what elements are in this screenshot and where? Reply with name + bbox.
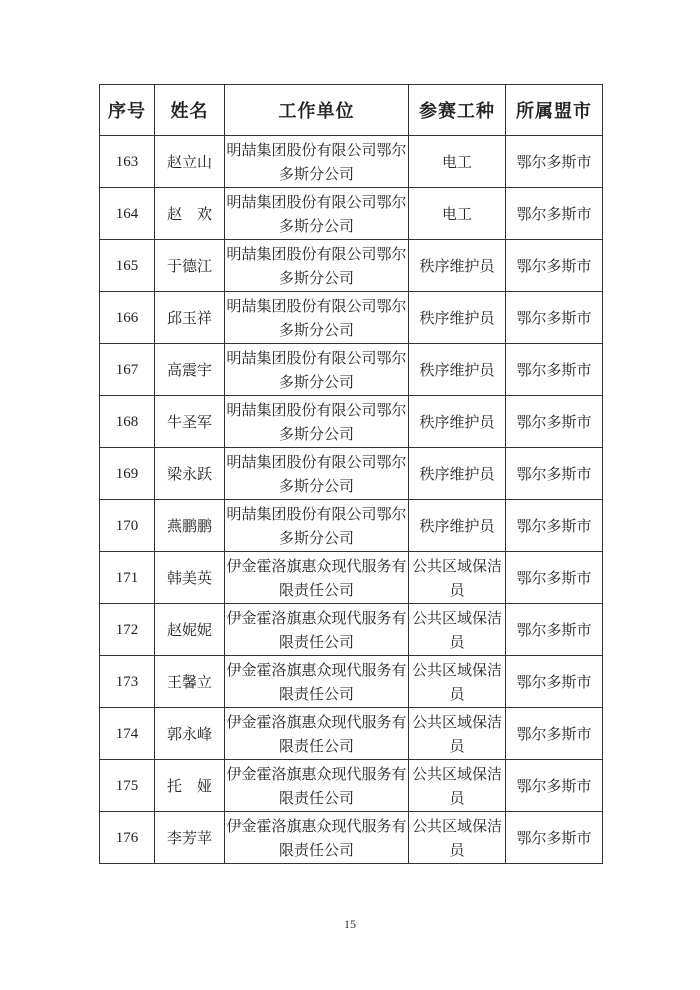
cell-name: 王馨立: [155, 656, 225, 708]
cell-serial-number: 167: [100, 344, 155, 396]
table-body: [100, 136, 603, 864]
table-row: [100, 604, 603, 656]
header-serial-number: 序号: [100, 85, 155, 136]
cell-serial-number: 173: [100, 656, 155, 708]
cell-serial-number: 163: [100, 136, 155, 188]
cell-work-unit: 明喆集团股份有限公司鄂尔多斯分公司: [225, 240, 409, 292]
cell-work-unit: 伊金霍洛旗惠众现代服务有限责任公司: [225, 552, 409, 604]
cell-work-unit: 明喆集团股份有限公司鄂尔多斯分公司: [225, 136, 409, 188]
cell-trade: 公共区域保洁员: [409, 760, 506, 812]
table-row: [100, 552, 603, 604]
cell-trade: 电工: [409, 188, 506, 240]
cell-name: 燕鹏鹏: [155, 500, 225, 552]
cell-trade: 秩序维护员: [409, 240, 506, 292]
cell-work-unit: 伊金霍洛旗惠众现代服务有限责任公司: [225, 604, 409, 656]
cell-name: 赵 欢: [155, 188, 225, 240]
table-row: [100, 292, 603, 344]
cell-work-unit: 明喆集团股份有限公司鄂尔多斯分公司: [225, 396, 409, 448]
cell-serial-number: 164: [100, 188, 155, 240]
cell-trade: 公共区域保洁员: [409, 812, 506, 864]
cell-city: 鄂尔多斯市: [506, 188, 603, 240]
cell-name: 郭永峰: [155, 708, 225, 760]
cell-name: 托 娅: [155, 760, 225, 812]
cell-name: 梁永跃: [155, 448, 225, 500]
cell-name: 于德江: [155, 240, 225, 292]
header-work-unit: 工作单位: [225, 85, 409, 136]
cell-city: 鄂尔多斯市: [506, 292, 603, 344]
cell-serial-number: 171: [100, 552, 155, 604]
table-row: [100, 760, 603, 812]
table-row: [100, 136, 603, 188]
cell-name: 韩美英: [155, 552, 225, 604]
cell-trade: 秩序维护员: [409, 344, 506, 396]
cell-name: 李芳苹: [155, 812, 225, 864]
cell-name: 高震宇: [155, 344, 225, 396]
table-row: [100, 240, 603, 292]
cell-city: 鄂尔多斯市: [506, 448, 603, 500]
cell-serial-number: 176: [100, 812, 155, 864]
cell-city: 鄂尔多斯市: [506, 604, 603, 656]
cell-serial-number: 169: [100, 448, 155, 500]
table-header-row: [100, 85, 603, 136]
header-city: 所属盟市: [506, 85, 603, 136]
cell-city: 鄂尔多斯市: [506, 656, 603, 708]
cell-serial-number: 172: [100, 604, 155, 656]
cell-name: 邱玉祥: [155, 292, 225, 344]
cell-name: 赵立山: [155, 136, 225, 188]
cell-city: 鄂尔多斯市: [506, 344, 603, 396]
cell-work-unit: 明喆集团股份有限公司鄂尔多斯分公司: [225, 344, 409, 396]
cell-name: 赵妮妮: [155, 604, 225, 656]
cell-serial-number: 166: [100, 292, 155, 344]
cell-trade: 秩序维护员: [409, 500, 506, 552]
cell-work-unit: 伊金霍洛旗惠众现代服务有限责任公司: [225, 656, 409, 708]
cell-trade: 公共区域保洁员: [409, 656, 506, 708]
cell-name: 牛圣军: [155, 396, 225, 448]
table-row: [100, 656, 603, 708]
table-row: [100, 812, 603, 864]
cell-serial-number: 168: [100, 396, 155, 448]
table-row: [100, 448, 603, 500]
cell-city: 鄂尔多斯市: [506, 500, 603, 552]
cell-city: 鄂尔多斯市: [506, 708, 603, 760]
participant-table: [99, 84, 603, 864]
cell-work-unit: 明喆集团股份有限公司鄂尔多斯分公司: [225, 500, 409, 552]
table-row: [100, 396, 603, 448]
cell-trade: 秩序维护员: [409, 292, 506, 344]
cell-trade: 公共区域保洁员: [409, 552, 506, 604]
cell-work-unit: 明喆集团股份有限公司鄂尔多斯分公司: [225, 188, 409, 240]
cell-city: 鄂尔多斯市: [506, 760, 603, 812]
cell-serial-number: 165: [100, 240, 155, 292]
cell-serial-number: 174: [100, 708, 155, 760]
cell-trade: 秩序维护员: [409, 396, 506, 448]
cell-trade: 公共区域保洁员: [409, 708, 506, 760]
cell-trade: 公共区域保洁员: [409, 604, 506, 656]
table-row: [100, 708, 603, 760]
header-name: 姓名: [155, 85, 225, 136]
cell-serial-number: 170: [100, 500, 155, 552]
cell-city: 鄂尔多斯市: [506, 552, 603, 604]
cell-work-unit: 明喆集团股份有限公司鄂尔多斯分公司: [225, 448, 409, 500]
cell-city: 鄂尔多斯市: [506, 136, 603, 188]
cell-work-unit: 伊金霍洛旗惠众现代服务有限责任公司: [225, 812, 409, 864]
page-number: 15: [344, 917, 356, 931]
header-trade: 参赛工种: [409, 85, 506, 136]
table-row: [100, 344, 603, 396]
table-row: [100, 500, 603, 552]
cell-city: 鄂尔多斯市: [506, 396, 603, 448]
cell-city: 鄂尔多斯市: [506, 240, 603, 292]
cell-work-unit: 伊金霍洛旗惠众现代服务有限责任公司: [225, 708, 409, 760]
cell-trade: 秩序维护员: [409, 448, 506, 500]
cell-serial-number: 175: [100, 760, 155, 812]
cell-trade: 电工: [409, 136, 506, 188]
table-row: [100, 188, 603, 240]
cell-work-unit: 伊金霍洛旗惠众现代服务有限责任公司: [225, 760, 409, 812]
cell-city: 鄂尔多斯市: [506, 812, 603, 864]
cell-work-unit: 明喆集团股份有限公司鄂尔多斯分公司: [225, 292, 409, 344]
